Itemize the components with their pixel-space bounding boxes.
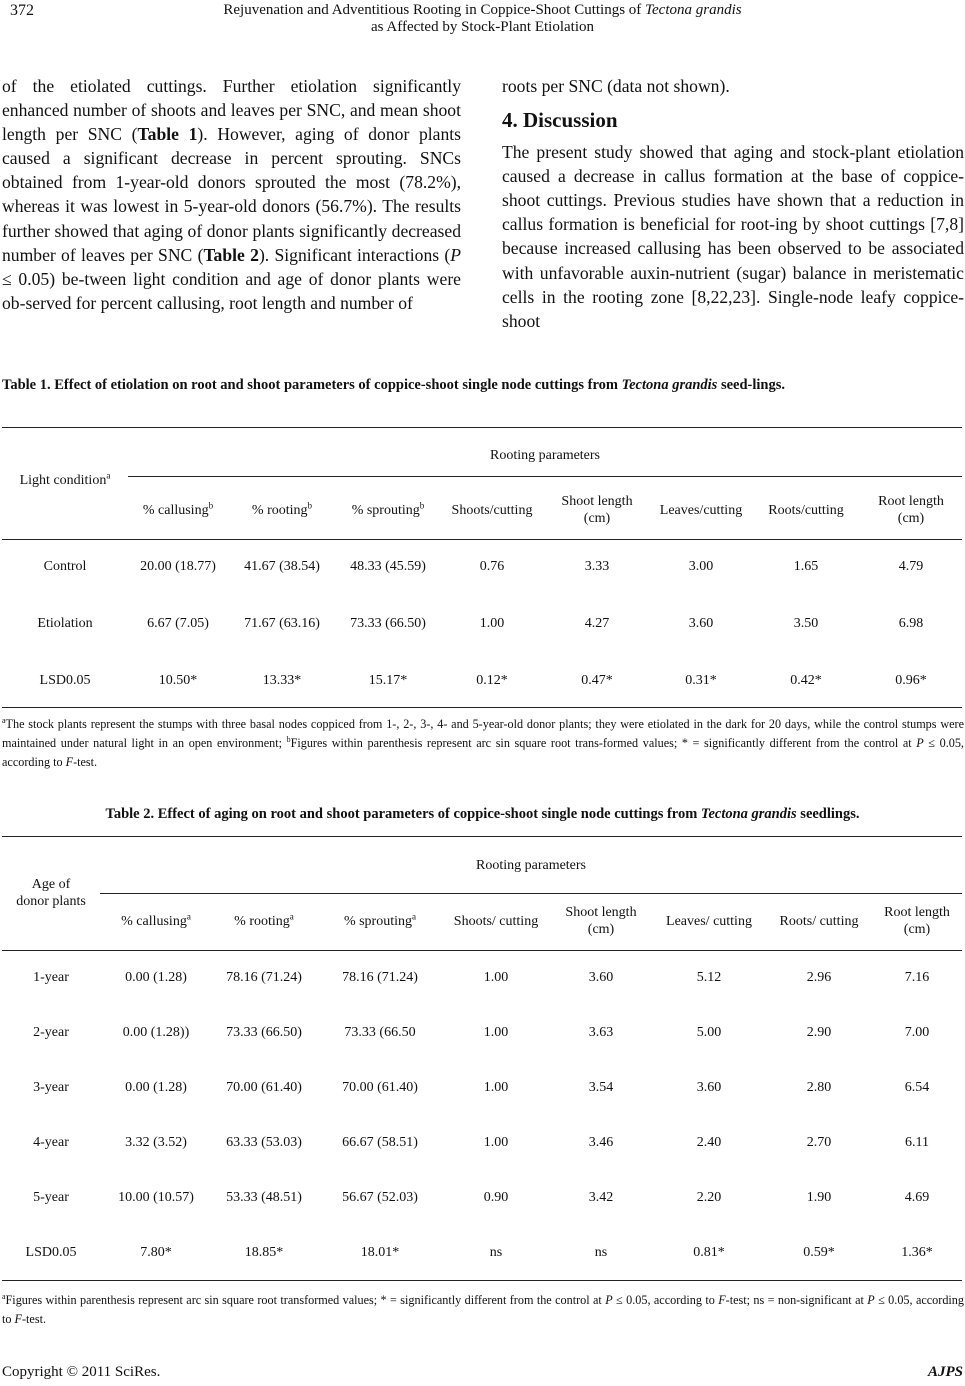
left-column — [2, 74, 461, 315]
table1-footnote — [2, 715, 964, 772]
running-title-species: Tectona grandis — [645, 2, 742, 18]
row-header-text: Light condition — [19, 473, 107, 488]
column-header-text: Root length (cm) — [884, 905, 950, 937]
column-header — [861, 904, 965, 938]
column-header-text: Shoots/cutting — [451, 503, 533, 518]
table-cell: 1.00 — [483, 1025, 509, 1040]
column-header — [752, 502, 860, 519]
table-rule — [2, 950, 962, 951]
table-rule — [2, 539, 962, 540]
column-header — [228, 502, 336, 519]
text-run: ≤ 0.05, according to — [612, 1293, 719, 1307]
column-header-text: Leaves/ cutting — [666, 914, 752, 929]
table-cell: 13.33* — [262, 673, 302, 688]
column-header-sup: b — [307, 500, 313, 511]
table-cell: 1.36* — [901, 1245, 933, 1260]
column-header-text: Leaves/cutting — [659, 503, 743, 518]
journal-abbrev: AJPS — [927, 1364, 963, 1380]
table-rule — [2, 836, 962, 837]
text-run: a — [2, 715, 6, 725]
table-cell: 3.60 — [688, 616, 714, 631]
row-label: LSD0.05 — [25, 1245, 77, 1260]
table-cell: 0.00 (1.28) — [125, 1080, 187, 1095]
table-cell: 53.33 (48.51) — [226, 1190, 302, 1205]
table-cell: 2.80 — [806, 1080, 832, 1095]
table-cell: 3.42 — [588, 1190, 614, 1205]
row-header-line2: donor plants — [16, 894, 86, 909]
column-header — [324, 913, 436, 930]
table-cell: 0.47* — [581, 673, 613, 688]
table-cell: 70.00 (61.40) — [342, 1080, 418, 1095]
table-cell: ns — [489, 1245, 503, 1260]
table-cell: 3.60 — [588, 970, 614, 985]
table-cell: 1.90 — [806, 1190, 832, 1205]
table-cell: 3.46 — [588, 1135, 614, 1150]
text-run: Figures within parenthesis represent arc sin square root transformed values; * = significantly different from the control at — [5, 1293, 606, 1307]
table-cell: 73.33 (66.50) — [350, 616, 426, 631]
table-cell: 10.50* — [158, 673, 198, 688]
text-run: F — [65, 755, 74, 769]
column-header — [124, 502, 232, 519]
table-cell: 66.67 (58.51) — [342, 1135, 418, 1150]
table-cell: 3.50 — [793, 616, 819, 631]
text-run: Table 2. Effect of aging on root and shoot parameters of coppice-shoot single node cuttings from — [105, 806, 701, 822]
table-rule — [128, 476, 962, 477]
column-header — [763, 913, 875, 930]
group-header: Rooting parameters — [475, 858, 587, 873]
table-rule — [2, 707, 962, 708]
table-cell: 18.01* — [360, 1245, 400, 1260]
text-run: F — [718, 1293, 726, 1307]
table-cell: 0.96* — [895, 673, 927, 688]
table-cell: 6.98 — [898, 616, 924, 631]
table-cell: 1.00 — [483, 970, 509, 985]
table-cell: 1.00 — [479, 616, 505, 631]
table-cell: 2.40 — [696, 1135, 722, 1150]
column-header-text: % sprouting — [343, 914, 412, 929]
column-header — [857, 493, 965, 527]
table-cell: 78.16 (71.24) — [342, 970, 418, 985]
column-header-sup: b — [419, 500, 425, 511]
table-cell: 3.60 — [696, 1080, 722, 1095]
text-run: ≤ 0.05, according to — [2, 1293, 964, 1326]
column-header-text: % callusing — [142, 503, 209, 518]
table-cell: 3.32 (3.52) — [125, 1135, 187, 1150]
group-header: Rooting parameters — [489, 448, 601, 463]
column-header-sup: a — [289, 911, 294, 922]
table-cell: 73.33 (66.50 — [344, 1025, 416, 1040]
row-label: LSD0.05 — [39, 673, 91, 688]
table-cell: 3.54 — [588, 1080, 614, 1095]
table-cell: 2.96 — [806, 970, 832, 985]
text-run: -test. — [73, 755, 98, 769]
text-run: -test. — [21, 1312, 47, 1326]
column-header-sup: a — [412, 911, 417, 922]
text-run: ). However, aging of donor plants caused a significant decrease in percent sprouting. SNCs obtained from 1-year-old donors sprouted the most (78.2%), whereas it was lowest in 5-year-old donors (56.7%). The results further showed that aging of donor plants significantly decreased number of leaves per SNC ( — [2, 124, 461, 265]
table-cell: 41.67 (38.54) — [244, 559, 320, 574]
table-cell: 20.00 (18.77) — [140, 559, 216, 574]
copyright-notice: Copyright © 2011 SciRes. — [2, 1364, 161, 1380]
left-paragraph — [2, 74, 461, 315]
text-run: ≤ 0.05) be-tween light condition and age of donor plants were ob-served for percent callusing, root length and number of — [2, 268, 461, 313]
table-cell: 5.00 — [696, 1025, 722, 1040]
column-header-sup: a — [186, 911, 191, 922]
column-header — [334, 502, 442, 519]
row-label: 3-year — [33, 1080, 69, 1095]
text-run: a — [2, 1291, 6, 1301]
table-cell: 0.00 (1.28) — [125, 970, 187, 985]
table-cell: 4.69 — [904, 1190, 930, 1205]
table-cell: 4.27 — [584, 616, 610, 631]
table-cell: 48.33 (45.59) — [350, 559, 426, 574]
row-header-sup: a — [106, 470, 111, 481]
column-header-text: Shoot length (cm) — [565, 905, 637, 937]
text-run: b — [286, 734, 291, 744]
column-header — [543, 493, 651, 527]
table-cell: 0.00 (1.28)) — [122, 1025, 190, 1040]
page-number: 372 — [10, 2, 34, 19]
row-label: 5-year — [33, 1190, 69, 1205]
table-cell: 6.54 — [904, 1080, 930, 1095]
table1-caption — [2, 375, 964, 396]
text-run: seedlings. — [796, 806, 860, 822]
table-cell: 0.76 — [479, 559, 505, 574]
row-header-line1: Age of — [31, 877, 71, 892]
column-header — [100, 913, 212, 930]
row-label: 2-year — [33, 1025, 69, 1040]
column-header — [440, 913, 552, 930]
table-cell: 7.00 — [904, 1025, 930, 1040]
table-cell: 4.79 — [898, 559, 924, 574]
text-run: Table 1. Effect of etiolation on root and shoot parameters of coppice-shoot single node cuttings from — [2, 377, 622, 393]
table-ref: Table 2 — [203, 244, 259, 265]
column-header-text: % callusing — [121, 914, 187, 929]
right-column — [502, 74, 964, 333]
table-cell: 0.59* — [803, 1245, 835, 1260]
table-rule — [100, 893, 962, 894]
table-cell: 18.85* — [244, 1245, 284, 1260]
column-header — [653, 913, 765, 930]
text-run: Tectona grandis — [700, 806, 797, 822]
text-run: of the etiolated cuttings. Further etiolation significantly enhanced number of shoots and leaves per SNC, and mean shoot length per SNC ( — [2, 76, 461, 145]
text-run: -test; ns = non-significant at — [725, 1293, 868, 1307]
table-cell: 73.33 (66.50) — [226, 1025, 302, 1040]
column-header — [208, 913, 320, 930]
row-header — [2, 472, 128, 489]
row-label: 4-year — [33, 1135, 69, 1150]
table-cell: 5.12 — [696, 970, 722, 985]
running-title — [0, 2, 965, 19]
table-cell: 10.00 (10.57) — [118, 1190, 194, 1205]
table-cell: 0.81* — [693, 1245, 725, 1260]
column-header — [438, 502, 546, 519]
column-header-text: Shoots/ cutting — [453, 914, 539, 929]
column-header-text: Roots/ cutting — [779, 914, 859, 929]
text-run: Figures within parenthesis represent arc sin square root trans-formed values; * = significantly different from the control at — [290, 736, 917, 750]
table-cell: 6.11 — [905, 1135, 929, 1150]
column-header-sup: b — [208, 500, 214, 511]
column-header-text: % rooting — [234, 914, 290, 929]
column-header-text: % sprouting — [351, 503, 420, 518]
column-header-text: % rooting — [251, 503, 308, 518]
text-run: F — [14, 1312, 22, 1326]
text-run: The stock plants represent the stumps with three basal nodes coppiced from 1-, 2-, 3-, 4- and 5-year-old donor plants; they were etiolated in the dark for 20 days, while the control stumps were maintained under natural light in an open environment; — [2, 717, 964, 750]
table-cell: 2.90 — [806, 1025, 832, 1040]
running-title-line2: as Affected by Stock-Plant Etiolation — [370, 19, 594, 35]
text-run: P — [916, 736, 924, 750]
section-heading: 4. Discussion — [502, 108, 618, 133]
table-cell: 56.67 (52.03) — [342, 1190, 418, 1205]
table-rule — [2, 427, 962, 428]
running-title-text: Rejuvenation and Adventitious Rooting in Coppice-Shoot Cuttings of — [223, 2, 646, 18]
column-header-text: Root length (cm) — [878, 494, 944, 526]
column-header — [647, 502, 755, 519]
table-cell: 78.16 (71.24) — [226, 970, 302, 985]
column-header-text: Shoot length (cm) — [561, 494, 633, 526]
table-cell: 71.67 (63.16) — [244, 616, 320, 631]
table-cell: 70.00 (61.40) — [226, 1080, 302, 1095]
table-cell: 0.12* — [476, 673, 508, 688]
table-cell: 7.80* — [140, 1245, 172, 1260]
column-header — [545, 904, 657, 938]
table2-caption — [0, 804, 965, 825]
table-cell: 1.00 — [483, 1135, 509, 1150]
table-cell: 1.00 — [483, 1080, 509, 1095]
text-run: P — [867, 1293, 875, 1307]
text-run: ). Significant interactions ( — [258, 244, 451, 265]
row-label: Control — [43, 559, 87, 574]
table2-footnote — [2, 1291, 964, 1329]
table-cell: 2.70 — [806, 1135, 832, 1150]
table-cell: 0.31* — [685, 673, 717, 688]
table-cell: 3.63 — [588, 1025, 614, 1040]
text-run: P — [450, 244, 461, 265]
table-cell: 15.17* — [368, 673, 408, 688]
row-label: Etiolation — [37, 616, 93, 631]
table-cell: 0.42* — [790, 673, 822, 688]
text-run: P — [605, 1293, 613, 1307]
right-paragraph: The present study showed that aging and stock-plant etiolation caused a decrease in callus formation at the base of coppice-shoot cuttings. Previous studies have shown that a reduction in callus formation is beneficial for root-ing by shoot cuttings [7,8] because increased callusing has been observed to be associated with unfavorable auxin-nutrient (sugar) balance in meristematic cells in the rooting zone [8,22,23]. Single-node leafy coppice-shoot — [502, 142, 964, 331]
table-cell: 3.33 — [584, 559, 610, 574]
table-rule — [2, 1280, 962, 1281]
text-run: seed-lings. — [717, 377, 785, 393]
text-run: Tectona grandis — [621, 377, 718, 393]
table-cell: 0.90 — [483, 1190, 509, 1205]
table-cell: 2.20 — [696, 1190, 722, 1205]
table-cell: 63.33 (53.03) — [226, 1135, 302, 1150]
table-cell: 3.00 — [688, 559, 714, 574]
row-header — [2, 876, 100, 910]
table-cell: ns — [594, 1245, 608, 1260]
right-paragraph-start: roots per SNC (data not shown). — [502, 76, 730, 96]
row-label: 1-year — [33, 970, 69, 985]
table-cell: 7.16 — [904, 970, 930, 985]
table-ref: Table 1 — [137, 124, 198, 145]
table-cell: 6.67 (7.05) — [147, 616, 209, 631]
column-header-text: Roots/cutting — [768, 503, 844, 518]
text-run: ≤ 0.05, according to — [2, 736, 964, 769]
table-cell: 1.65 — [793, 559, 819, 574]
